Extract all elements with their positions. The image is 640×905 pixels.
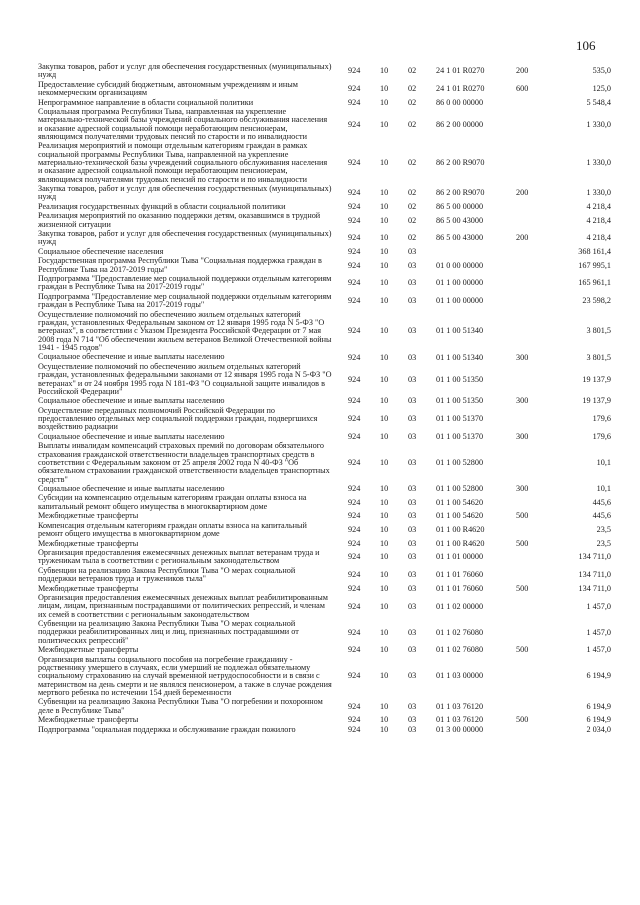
- amount: 179,6: [592, 414, 611, 424]
- ministry-code: 924: [348, 671, 361, 681]
- section-code: 10: [380, 701, 389, 711]
- row-name: Реализация мероприятий по оказанию поддержки детям, оказавшимся в трудной жизненной ситуации: [38, 211, 321, 229]
- ministry-code: 924: [348, 414, 361, 424]
- target-article-code: 86 5 00 43000: [436, 215, 484, 225]
- ministry-code: 924: [348, 457, 361, 467]
- section-code: 10: [380, 66, 389, 76]
- target-article-code: 86 5 00 00000: [436, 201, 484, 211]
- ministry-code: 924: [348, 246, 361, 256]
- target-article-code: 24 1 01 R0270: [436, 83, 485, 93]
- section-code: 10: [380, 483, 389, 493]
- table-row: [38, 485, 613, 493]
- table-row: [38, 230, 613, 247]
- ministry-code: 924: [348, 296, 361, 306]
- ministry-code: 924: [348, 374, 361, 384]
- ministry-code: 924: [348, 431, 361, 441]
- section-code: 10: [380, 457, 389, 467]
- amount: 1 330,0: [586, 119, 611, 129]
- table-row: [38, 203, 613, 211]
- amount: 5 548,4: [586, 97, 611, 107]
- amount: 1 457,0: [586, 627, 611, 637]
- amount: 1 457,0: [586, 645, 611, 655]
- target-article-code: 01 1 00 00000: [436, 278, 484, 288]
- section-code: 10: [380, 671, 389, 681]
- row-name: Осуществление переданных полномочий Российской Федерации по предоставлению отдельных мер социальной поддержки граждан, подвергшихся воздействию радиации: [38, 405, 318, 432]
- ministry-code: 924: [348, 701, 361, 711]
- subsection-code: 03: [408, 326, 417, 336]
- expense-type-code: 300: [516, 352, 529, 362]
- ministry-code: 924: [348, 601, 361, 611]
- subsection-code: 03: [408, 524, 417, 534]
- ministry-code: 924: [348, 627, 361, 637]
- subsection-code: 02: [408, 188, 417, 198]
- subsection-code: 03: [408, 511, 417, 521]
- expense-type-code: 300: [516, 396, 529, 406]
- section-code: 10: [380, 374, 389, 384]
- section-code: 10: [380, 715, 389, 725]
- ministry-code: 924: [348, 724, 361, 734]
- ministry-code: 924: [348, 715, 361, 725]
- target-article-code: 86 5 00 43000: [436, 233, 484, 243]
- target-article-code: 01 1 00 52800: [436, 457, 484, 467]
- ministry-code: 924: [348, 483, 361, 493]
- target-article-code: 01 1 00 51340: [436, 352, 484, 362]
- subsection-code: 02: [408, 233, 417, 243]
- target-article-code: 01 1 00 R4620: [436, 538, 485, 548]
- amount: 134 711,0: [578, 552, 611, 562]
- target-article-code: 01 1 03 00000: [436, 671, 484, 681]
- target-article-code: 01 0 00 00000: [436, 260, 484, 270]
- row-name: Социальная программа Республики Тыва, направленная на укрепление материально-технической базы учреждений социального обслуживания населения и оказание адресной социальной помощи неработающим пенсионерам, являющимся получателями трудовых пенсий по старости и по инвалидности: [38, 107, 328, 141]
- ministry-code: 924: [348, 352, 361, 362]
- row-name: Осуществление полномочий по обеспечению жильем отдельных категорий граждан, установленных Федеральным законом от 12 января 1995 года N 5-ФЗ "О ветеранах", в соответствии с Указом Президента Российской Федерации от 7 мая 2008 года N 714 "Об обеспечении жильем ветеранов Великой Отечественной войны 1941 - 1945 годов": [38, 309, 332, 352]
- row-name: Закупка товаров, работ и услуг для обеспечения государственных (муниципальных) нужд: [38, 62, 332, 80]
- target-article-code: 01 1 02 76080: [436, 627, 484, 637]
- target-article-code: 01 1 00 51340: [436, 326, 484, 336]
- amount: 1 330,0: [586, 158, 611, 168]
- table-row: [38, 656, 613, 697]
- table-row: [38, 726, 613, 734]
- subsection-code: 03: [408, 396, 417, 406]
- amount: 4 218,4: [586, 201, 611, 211]
- row-name: Реализация государственных функций в области социальной политики: [38, 201, 286, 211]
- table-row: [38, 293, 613, 310]
- ministry-code: 924: [348, 201, 361, 211]
- target-article-code: 01 1 03 76120: [436, 715, 484, 725]
- section-code: 10: [380, 414, 389, 424]
- subsection-code: 03: [408, 715, 417, 725]
- amount: 6 194,9: [586, 715, 611, 725]
- expense-type-code: 300: [516, 483, 529, 493]
- amount: 19 137,9: [582, 374, 611, 384]
- amount: 134 711,0: [578, 583, 611, 593]
- row-name: Социальное обеспечение и иные выплаты населению: [38, 352, 225, 362]
- row-name: Межбюджетные трансферты: [38, 511, 139, 521]
- subsection-code: 03: [408, 601, 417, 611]
- ministry-code: 924: [348, 645, 361, 655]
- amount: 19 137,9: [582, 396, 611, 406]
- section-code: 10: [380, 352, 389, 362]
- amount: 1 457,0: [586, 601, 611, 611]
- section-code: 10: [380, 601, 389, 611]
- row-name: Закупка товаров, работ и услуг для обеспечения государственных (муниципальных) нужд: [38, 229, 332, 247]
- target-article-code: 86 0 00 00000: [436, 97, 484, 107]
- row-name: Закупка товаров, работ и услуг для обеспечения государственных (муниципальных) нужд: [38, 184, 332, 202]
- section-code: 10: [380, 552, 389, 562]
- row-name: Организация предоставления ежемесячных денежных выплат реабилитированным лицам, лицам, признанным пострадавшими от политических репрессий, и членам их семей в соответствии с региональным законодательством: [38, 593, 328, 619]
- ministry-code: 924: [348, 511, 361, 521]
- subsection-code: 03: [408, 457, 417, 467]
- amount: 179,6: [592, 431, 611, 441]
- row-name: Межбюджетные трансферты: [38, 583, 139, 593]
- amount: 125,0: [592, 83, 611, 93]
- amount: 3 801,5: [586, 326, 611, 336]
- ministry-code: 924: [348, 260, 361, 270]
- ministry-code: 924: [348, 497, 361, 507]
- row-name: Непрограммное направление в области социальной политики: [38, 97, 254, 107]
- table-row: [38, 522, 613, 539]
- row-name: Выплаты инвалидам компенсаций страховых премий по договорам обязательного страхования гражданской ответственности владельцев транспортных средств в соответствии с Федеральным законом от 25 апреля 2002 года N 40-ФЗ "Об обязательном страховании гражданской ответственности владельцев транспортных средств": [38, 441, 330, 484]
- subsection-code: 02: [408, 215, 417, 225]
- table-row: [38, 63, 613, 80]
- target-article-code: 01 1 01 00000: [436, 552, 484, 562]
- expense-type-code: 500: [516, 645, 529, 655]
- ministry-code: 924: [348, 97, 361, 107]
- section-code: 10: [380, 215, 389, 225]
- row-name: Социальное обеспечение и иные выплаты населению: [38, 396, 225, 406]
- row-name: Организация предоставления ежемесячных денежных выплат ветеранам труда и труженикам тыла в соответствии с региональным законодательством: [38, 548, 320, 566]
- target-article-code: 01 1 02 00000: [436, 601, 484, 611]
- table-row: [38, 353, 613, 361]
- target-article-code: 01 1 00 51370: [436, 414, 484, 424]
- subsection-code: 02: [408, 158, 417, 168]
- table-row: [38, 212, 613, 229]
- table-row: [38, 99, 613, 107]
- ministry-code: 924: [348, 158, 361, 168]
- target-article-code: 01 1 03 76120: [436, 701, 484, 711]
- table-row: [38, 275, 613, 292]
- subsection-code: 02: [408, 66, 417, 76]
- table-row: [38, 594, 613, 619]
- amount: 6 194,9: [586, 671, 611, 681]
- section-code: 10: [380, 497, 389, 507]
- ministry-code: 924: [348, 233, 361, 243]
- table-row: [38, 549, 613, 566]
- subsection-code: 02: [408, 97, 417, 107]
- ministry-code: 924: [348, 119, 361, 129]
- subsection-code: 03: [408, 278, 417, 288]
- amount: 134 711,0: [578, 569, 611, 579]
- section-code: 10: [380, 246, 389, 256]
- section-code: 10: [380, 569, 389, 579]
- section-code: 10: [380, 83, 389, 93]
- row-name: Субвенции на реализацию Закона Республики Тыва "О погребении и похоронном деле в Республике Тыва": [38, 697, 323, 715]
- section-code: 10: [380, 278, 389, 288]
- table-row: [38, 81, 613, 98]
- amount: 23,5: [596, 538, 611, 548]
- section-code: 10: [380, 201, 389, 211]
- row-name: Межбюджетные трансферты: [38, 538, 139, 548]
- target-article-code: 01 1 00 52800: [436, 483, 484, 493]
- ministry-code: 924: [348, 552, 361, 562]
- ministry-code: 924: [348, 326, 361, 336]
- row-name: Межбюджетные трансферты: [38, 645, 139, 655]
- section-code: 10: [380, 583, 389, 593]
- subsection-code: 03: [408, 538, 417, 548]
- section-code: 10: [380, 524, 389, 534]
- table-row: [38, 407, 613, 432]
- subsection-code: 02: [408, 201, 417, 211]
- ministry-code: 924: [348, 215, 361, 225]
- subsection-code: 03: [408, 645, 417, 655]
- expense-type-code: 300: [516, 431, 529, 441]
- subsection-code: 02: [408, 119, 417, 129]
- ministry-code: 924: [348, 66, 361, 76]
- table-row: [38, 646, 613, 654]
- subsection-code: 03: [408, 352, 417, 362]
- amount: 445,6: [592, 511, 611, 521]
- row-name: Субвенции на реализацию Закона Республики Тыва "О мерах социальной поддержки ветеранов труда и тружеников тыла": [38, 565, 296, 584]
- subsection-code: 03: [408, 431, 417, 441]
- ministry-code: 924: [348, 583, 361, 593]
- section-code: 10: [380, 233, 389, 243]
- section-code: 10: [380, 296, 389, 306]
- table-row: [38, 248, 613, 256]
- target-article-code: 01 1 00 51370: [436, 431, 484, 441]
- table-row: [38, 585, 613, 593]
- amount: 167 995,1: [578, 260, 611, 270]
- amount: 1 330,0: [586, 188, 611, 198]
- amount: 23 598,2: [582, 296, 611, 306]
- amount: 368 161,4: [578, 246, 611, 256]
- row-name: Субвенции на реализацию Закона Республики Тыва "О мерах социальной поддержки реабилитированных лиц и лиц, признанных пострадавшими от политических репрессий": [38, 619, 299, 645]
- subsection-code: 03: [408, 552, 417, 562]
- ministry-code: 924: [348, 538, 361, 548]
- expense-type-code: 200: [516, 188, 529, 198]
- table-row: [38, 185, 613, 202]
- amount: 4 218,4: [586, 233, 611, 243]
- target-article-code: 01 1 00 54620: [436, 511, 484, 521]
- section-code: 10: [380, 538, 389, 548]
- amount: 4 218,4: [586, 215, 611, 225]
- subsection-code: 03: [408, 671, 417, 681]
- amount: 10,1: [596, 483, 611, 493]
- row-name: Социальное обеспечение населения: [38, 246, 164, 256]
- target-article-code: 01 3 00 00000: [436, 724, 484, 734]
- target-article-code: 86 2 00 00000: [436, 119, 484, 129]
- section-code: 10: [380, 188, 389, 198]
- row-name: Подпрограмма "Предоставление мер социальной поддержки отдельным категориям граждан в Республике Тыва на 2017-2019 годы": [38, 274, 332, 292]
- row-name: Социальное обеспечение и иные выплаты населению: [38, 431, 225, 441]
- table-row: [38, 142, 613, 183]
- target-article-code: 86 2 00 R9070: [436, 158, 485, 168]
- row-name: Подпрограмма "оциальная поддержка и обслуживание граждан пожилого: [38, 724, 296, 734]
- expense-type-code: 500: [516, 538, 529, 548]
- target-article-code: 01 1 00 54620: [436, 497, 484, 507]
- expense-type-code: 500: [516, 715, 529, 725]
- section-code: 10: [380, 97, 389, 107]
- ministry-code: 924: [348, 524, 361, 534]
- budget-table: [38, 63, 613, 734]
- subsection-code: 03: [408, 483, 417, 493]
- amount: 23,5: [596, 524, 611, 534]
- subsection-code: 03: [408, 374, 417, 384]
- subsection-code: 03: [408, 627, 417, 637]
- row-name: Государственная программа Республики Тыва "Социальная поддержка граждан в Республике Тыва на 2017-2019 годы": [38, 256, 322, 274]
- table-row: [38, 433, 613, 441]
- ministry-code: 924: [348, 278, 361, 288]
- table-row: [38, 494, 613, 511]
- subsection-code: 03: [408, 497, 417, 507]
- row-name: Осуществление полномочий по обеспечению жильем отдельных категорий граждан, установленных федеральными законами от 12 января 1995 года N 5-ФЗ "О ветеранах" и от 24 ноября 1995 года N 181-ФЗ "О социальной защите инвалидов в Российской Федерации": [38, 361, 332, 396]
- section-code: 10: [380, 511, 389, 521]
- table-row: [38, 540, 613, 548]
- row-name: Организация выплаты социального пособия на погребение гражданину - родственнику умершего в случаях, если умерший не подлежал обязательному социальному страхованию на случай временной нетрудоспособности и в связи с материнством на день смерти и не являлся пенсионером, а также в случае рождения мертвого ребенка по истечении 154 дней беременности: [38, 654, 332, 697]
- page-number: 106: [576, 38, 596, 53]
- target-article-code: 01 1 00 51350: [436, 374, 484, 384]
- table-row: [38, 257, 613, 274]
- expense-type-code: 500: [516, 511, 529, 521]
- target-article-code: 24 1 01 R0270: [436, 66, 485, 76]
- target-article-code: 01 1 00 00000: [436, 296, 484, 306]
- table-row: [38, 108, 613, 141]
- amount: 535,0: [592, 66, 611, 76]
- ministry-code: 924: [348, 83, 361, 93]
- section-code: 10: [380, 396, 389, 406]
- subsection-code: 03: [408, 569, 417, 579]
- row-name: Предоставление субсидий бюджетным, автономным учреждениям и иным некоммерческим организациям: [38, 79, 298, 98]
- row-name: Социальное обеспечение и иные выплаты населению: [38, 484, 225, 493]
- table-row: [38, 512, 613, 520]
- table-row: [38, 698, 613, 715]
- section-code: 10: [380, 119, 389, 129]
- expense-type-code: 500: [516, 583, 529, 593]
- section-code: 10: [380, 431, 389, 441]
- expense-type-code: 200: [516, 233, 529, 243]
- subsection-code: 03: [408, 296, 417, 306]
- row-name: Подпрограмма "Предоставление мер социальной поддержки отдельным категориям граждан в Республике Тыва на 2017-2019 годы": [38, 291, 332, 310]
- subsection-code: 03: [408, 414, 417, 424]
- amount: 10,1: [596, 457, 611, 467]
- row-name: Реализация мероприятий и помощи отдельным категориям граждан в рамках социальной программы Республики Тыва, направленной на укрепление материально-технической базы учреждений социального обслуживания населения и оказание адресной социальной помощи неработающим пенсионерам, являющимся получателями трудовых пенсий по старости и по инвалидности: [38, 141, 328, 184]
- amount: 165 961,1: [578, 278, 611, 288]
- table-row: [38, 397, 613, 405]
- target-article-code: 01 1 01 76060: [436, 583, 484, 593]
- table-row: [38, 442, 613, 483]
- section-code: 10: [380, 158, 389, 168]
- amount: 3 801,5: [586, 352, 611, 362]
- section-code: 10: [380, 724, 389, 734]
- target-article-code: 01 1 01 76060: [436, 569, 484, 579]
- section-code: 10: [380, 326, 389, 336]
- row-name: Межбюджетные трансферты: [38, 715, 139, 725]
- expense-type-code: 200: [516, 66, 529, 76]
- table-row: [38, 363, 613, 396]
- table-row: [38, 716, 613, 724]
- ministry-code: 924: [348, 396, 361, 406]
- subsection-code: 02: [408, 83, 417, 93]
- subsection-code: 03: [408, 260, 417, 270]
- expense-type-code: 600: [516, 83, 529, 93]
- target-article-code: 01 1 02 76080: [436, 645, 484, 655]
- section-code: 10: [380, 260, 389, 270]
- target-article-code: 01 1 00 51350: [436, 396, 484, 406]
- amount: 6 194,9: [586, 701, 611, 711]
- amount: 2 034,0: [586, 724, 611, 734]
- row-name: Компенсация отдельным категориям граждан оплаты взноса на капитальный ремонт общего имущества в многоквартирном доме: [38, 520, 307, 539]
- target-article-code: 01 1 00 R4620: [436, 524, 485, 534]
- section-code: 10: [380, 645, 389, 655]
- ministry-code: 924: [348, 569, 361, 579]
- subsection-code: 03: [408, 583, 417, 593]
- ministry-code: 924: [348, 188, 361, 198]
- subsection-code: 03: [408, 724, 417, 734]
- table-row: [38, 620, 613, 645]
- section-code: 10: [380, 627, 389, 637]
- table-row: [38, 567, 613, 584]
- row-name: Субсидии на компенсацию отдельным категориям граждан оплаты взноса на капитальный ремонт общего имущества в многоквартирном доме: [38, 493, 307, 511]
- subsection-code: 03: [408, 246, 417, 256]
- target-article-code: 86 2 00 R9070: [436, 188, 485, 198]
- amount: 445,6: [592, 497, 611, 507]
- table-row: [38, 311, 613, 352]
- subsection-code: 03: [408, 701, 417, 711]
